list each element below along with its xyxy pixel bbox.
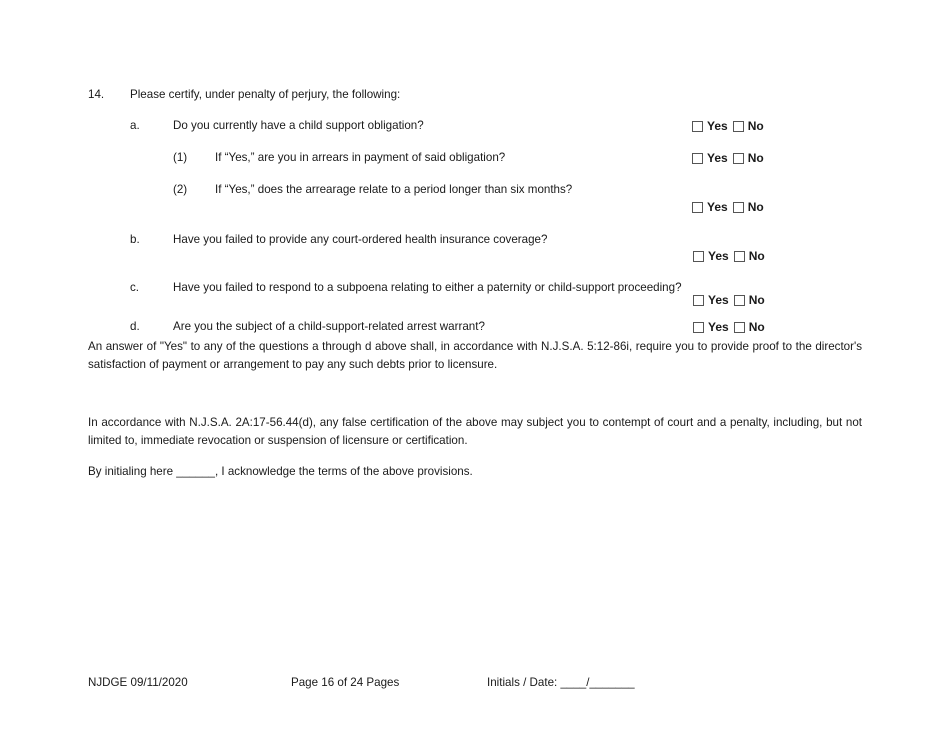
item-a1-label: (1) (173, 151, 188, 164)
footer-page-number: Page 16 of 24 Pages (291, 676, 400, 689)
answer-c (693, 293, 765, 307)
no-label: No (748, 293, 765, 307)
no-checkbox[interactable] (733, 121, 744, 132)
no-checkbox[interactable] (733, 202, 744, 213)
yes-checkbox[interactable] (693, 295, 704, 306)
item-c-label: c. (130, 281, 140, 294)
answer-d (693, 320, 765, 334)
no-checkbox[interactable] (734, 295, 745, 306)
question-number: 14. (88, 88, 105, 101)
yes-checkbox[interactable] (693, 322, 704, 333)
yes-checkbox[interactable] (693, 251, 704, 262)
no-checkbox[interactable] (734, 322, 745, 333)
no-label: No (747, 200, 764, 214)
yes-label: Yes (707, 200, 728, 214)
item-a-label: a. (130, 119, 140, 132)
item-a1-text: If “Yes,” are you in arrears in payment of said obligation? (215, 151, 506, 164)
answer-a (692, 119, 764, 133)
yes-checkbox[interactable] (692, 121, 703, 132)
answer-a2 (692, 200, 764, 214)
yes-checkbox[interactable] (692, 153, 703, 164)
yes-label: Yes (707, 151, 728, 165)
yes-label: Yes (708, 293, 729, 307)
item-a-text: Do you currently have a child support obligation? (173, 119, 424, 132)
no-label: No (748, 320, 765, 334)
answer-a1 (692, 151, 764, 165)
paragraph-false-certification: In accordance with N.J.S.A. 2A:17-56.44(d), any false certification of the above may subject you to contempt of court and a penalty, including, but not limited to, immediate revocation or suspension of licensure or certification. (88, 416, 862, 447)
footer-initials-date: Initials / Date: ____/_______ (487, 676, 635, 689)
no-checkbox[interactable] (734, 251, 745, 262)
item-a2-label: (2) (173, 183, 188, 196)
item-c-text: Have you failed to respond to a subpoena relating to either a paternity or child-support proceeding? (173, 281, 682, 294)
no-label: No (747, 151, 764, 165)
question-intro: Please certify, under penalty of perjury, the following: (130, 88, 401, 101)
no-checkbox[interactable] (733, 153, 744, 164)
footer-form-id: NJDGE 09/11/2020 (88, 676, 188, 689)
item-b-text: Have you failed to provide any court-ordered health insurance coverage? (173, 233, 548, 246)
no-label: No (748, 249, 765, 263)
item-b-label: b. (130, 233, 140, 246)
answer-b (693, 249, 765, 263)
yes-label: Yes (708, 320, 729, 334)
item-a2-text: If “Yes,” does the arrearage relate to a period longer than six months? (215, 183, 573, 196)
item-d-label: d. (130, 320, 140, 333)
paragraph-proof: An answer of "Yes" to any of the questions a through d above shall, in accordance with N.J.S.A. 5:12-86i, require you to provide proof to the director's satisfaction of payment or arrangement to pay any such debts prior to licensure. (88, 340, 862, 371)
yes-checkbox[interactable] (692, 202, 703, 213)
paragraph-initialing: By initialing here ______, I acknowledge the terms of the above provisions. (88, 465, 473, 478)
no-label: No (747, 119, 764, 133)
yes-label: Yes (708, 249, 729, 263)
yes-label: Yes (707, 119, 728, 133)
item-d-text: Are you the subject of a child-support-related arrest warrant? (173, 320, 485, 333)
